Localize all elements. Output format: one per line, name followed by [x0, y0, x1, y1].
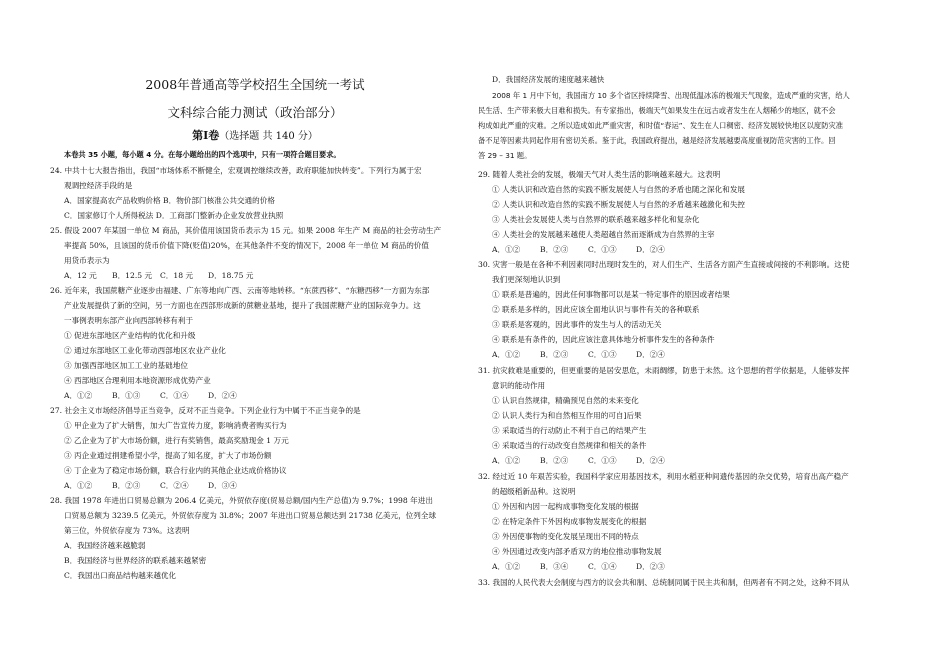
q31-item-3: ③ 采取适当的行动防止不利于自己的结果产生 [492, 426, 647, 435]
option: D．②④ [636, 456, 665, 465]
q28-stem-1: 28. 我国 1978 年进出口贸易总额为 206.4 亿美元，外贸依存度(贸易总额/国内生产总值)为 9.7%；1998 年进出 [50, 496, 433, 505]
option: A．①② [492, 350, 521, 359]
option: C．①③ [588, 456, 617, 465]
option: D．②④ [636, 245, 665, 254]
q30-stem-1: 30. 灾害一般是在各种不利因素同时出现时发生的，对人们生产、生活各方面产生直接或间接的不利影响。这使 [478, 260, 850, 269]
q24-opts-ab: A．国家提高农产品收购价格 B．物价部门核准公共交通的价格 [64, 196, 275, 205]
q24-stem-2: 观调控经济手段的是 [64, 181, 133, 190]
q28-option-b: B．我国经济与世界经济的联系越来越紧密 [64, 556, 207, 565]
q31-stem-2: 意识的能动作用 [492, 381, 546, 390]
q32-stem-1: 32. 经过近 10 年艰苦实验，我国科学家应用基因技术，利用水稻亚种间遗传基因的杂交优势，培育出高产稳产 [478, 472, 849, 481]
option: B．12.5 元 [112, 271, 153, 280]
option: B．②③ [112, 481, 141, 490]
instructions: 本卷共 35 小题，每小题 4 分。在每小题给出的四个选项中，只有一项符合题目要求。 [64, 150, 341, 159]
q24-stem-1: 24. 中共十七大报告指出，我国“市场体系不断健全，宏观调控继续改善，政府职能加快转变”。下列行为属于宏 [50, 166, 422, 175]
option: A．①② [492, 245, 521, 254]
option: A．12 元 [64, 271, 97, 280]
q28-option-a: A．我国经济越来越脆弱 [64, 541, 146, 550]
option: A．①② [64, 391, 93, 400]
q31-options [492, 456, 684, 466]
q32-item-2: ② 在特定条件下外因构成事物发展变化的根据 [492, 517, 647, 526]
passage-line-3: 构成如此严重的灾难。之所以造成如此严重灾害，和时值“春运”、发生在人口稠密、经济发展较快地区以度防灾准 [478, 121, 844, 130]
option: C．②④ [160, 481, 189, 490]
q32-item-4: ④ 外因通过改变内部矛盾双方的地位推动事物发展 [492, 547, 662, 556]
option: A．①② [64, 481, 93, 490]
q29-item-3: ③ 人类社会发展使人类与自然界的联系越来越多样化和复杂化 [492, 215, 700, 224]
passage-line-1: 2008 年 1 月中下旬，我国南方 10 多个省区持续降雪、出现低温冰冻的极端天气现象，造成严重的灾害，给人 [492, 91, 850, 100]
option: C．①④ [588, 562, 617, 571]
q26-stem-2: 产业发展提供了新的空间，另一方面也在西部形成新的蔗糖业基地，提升了我国蔗糖产业的国际竞争力。这 [64, 301, 421, 310]
passage-line-4: 备不足等因素共同起作用有密切关系。鉴于此，我国政府提出，越是经济发展越要高度重视防范灾害的工作。回 [478, 136, 836, 145]
q29-item-2: ② 人类认识和改造自然的实践不断发展使人与自然的矛盾越来越激化和失控 [492, 200, 746, 209]
option: D．18.75 元 [208, 271, 254, 280]
option: D．②④ [208, 391, 237, 400]
option: D．③④ [208, 481, 237, 490]
q31-item-1: ① 认识自然规律，精确预见自然的未来变化 [492, 396, 639, 405]
option: B．②③ [540, 245, 569, 254]
section-heading [50, 131, 460, 142]
section-label: 第Ⅰ卷 [192, 129, 220, 142]
q26-item-3: ③ 加强西部地区加工工业的基础地位 [64, 361, 188, 370]
q30-item-3: ③ 联系是客观的，因此事件的发生与人的活动无关 [492, 320, 662, 329]
option: D．②③ [636, 562, 665, 571]
q30-item-4: ④ 联系是有条件的，因此应该注意具体地分析事件发生的各种条件 [492, 335, 715, 344]
q32-options [492, 562, 684, 572]
q24-opts-cd: C．国家修订个人所得税法 D．工商部门整新办企业发放营业执照 [64, 211, 284, 220]
q30-item-2: ② 联系是多样的，因此应该全面地认识与事件有关的各种联系 [492, 305, 700, 314]
option: C．①③ [588, 350, 617, 359]
q26-stem-1: 26. 近年来，我国蔗糖产业逐步由福建、广东等地向广西、云南等地转移。“东蔗西移”、“东糖西移”一方面为东部 [50, 286, 430, 295]
passage-line-2: 民生活、生产带来极大目难和损失。有专家指出，极端天气如果发生在远古或者发生在人烟稀少的地区，就不会 [478, 106, 836, 115]
q29-item-1: ① 人类认识和改造自然的实践不断发展使人与自然的矛盾也随之深化和发展 [492, 185, 746, 194]
q32-stem-2: 的超级稻新品种。这说明 [492, 487, 576, 496]
q28-option-c: C．我国出口商品结构越来越优化 [64, 571, 177, 580]
q28-option-d: D．我国经济发展的速度越来越快 [492, 75, 605, 84]
q28-stem-3: 第三位，外贸依存度为 73%。这表明 [64, 526, 190, 535]
q26-item-4: ④ 西部地区合理利用本地资源形成优势产业 [64, 376, 211, 385]
option: B．③④ [540, 562, 569, 571]
option: A．①② [492, 562, 521, 571]
q31-item-2: ② 认识人类行为和自然相互作用的可自]后果 [492, 411, 642, 420]
passage-line-5: 答 29 – 31 题。 [478, 151, 532, 160]
option: C．18 元 [160, 271, 194, 280]
q26-stem-3: 一事例表明东部产业向西部转移有利于 [64, 316, 194, 325]
q25-stem-1: 25. 假设 2007 年某国一单位 M 商品，其价值用该国货币表示为 15 元。如果 2008 年生产 M 商品的社会劳动生产 [50, 226, 442, 235]
q30-options [492, 350, 684, 360]
q32-item-3: ③ 外因使事物的变化发展呈现出不同的特点 [492, 532, 639, 541]
option: B．②③ [540, 350, 569, 359]
q29-stem: 29. 随着人类社会的发展，极端天气对人类生活的影响越来越大。这表明 [478, 170, 721, 179]
q31-item-4: ④ 采取适当的行动改变自然规律和相关的条件 [492, 441, 647, 450]
q27-stem: 27. 社会主义市场经济倡导正当竞争，反对不正当竞争。下列企业行为中属于不正当竞争的是 [50, 406, 361, 415]
option: C．①③ [588, 245, 617, 254]
q26-item-2: ② 通过东部地区工业化带动西部地区农业产业化 [64, 346, 226, 355]
q30-item-1: ① 联系是普遍的，因此任何事物都可以是某一特定事件的原因或者结果 [492, 290, 730, 299]
q27-options [64, 481, 256, 491]
exam-title: 2008年普通高等学校招生全国统一考试 [145, 77, 365, 92]
option: A．①② [492, 456, 521, 465]
option: B．②③ [540, 456, 569, 465]
q29-options [492, 245, 684, 255]
q26-options [64, 391, 256, 401]
q30-stem-2: 我们更深刻地认识到 [492, 275, 561, 284]
q31-stem-1: 31. 抗灾救难是重要的，但更重要的是居安思危，未雨绸缪，防患于未然。这个思想的哲学依据是，人能够发挥 [478, 366, 850, 375]
q33-stem: 33. 我国的人民代表大会制度与西方的议会共和制、总统制同属于民主共和制，但两者有不同之处，这种不同从 [478, 578, 850, 587]
q27-item-3: ③ 丙企业通过捐建希望小学，提高了知名度，扩大了市场份额 [64, 451, 272, 460]
q29-item-4: ④ 人类社会的发展越来越使人类超越自然而逐渐成为自然界的主宰 [492, 230, 715, 239]
q25-stem-3: 用货币表示为 [64, 256, 110, 265]
q27-item-4: ④ 丁企业为了稳定市场份额，联合行业内的其他企业达成价格协议 [64, 466, 287, 475]
exam-subtitle: 文科综合能力测试（政治部分） [167, 105, 343, 120]
q26-item-1: ① 促进东部地区产业结构的优化和升级 [64, 331, 196, 340]
q27-item-1: ① 甲企业为了扩大销售，加大广告宣传力度，影响消费者购买行为 [64, 421, 287, 430]
q32-item-1: ① 外因和内因一起构成事物变化发展的根据 [492, 502, 639, 511]
section-note: （选择题 共 140 分） [219, 131, 318, 142]
q28-stem-2: 口贸易总额为 3239.5 亿美元，外贸依存度为 3l.8%；2007 年进出口贸易总额达到 21738 亿美元，位列全球 [64, 511, 437, 520]
q27-item-2: ② 乙企业为了扩大市场份额，进行有奖销售，最高奖励现金 1 万元 [64, 436, 289, 445]
option: C．①④ [160, 391, 189, 400]
q25-options [64, 271, 256, 281]
option: D．②④ [636, 350, 665, 359]
option: B．①③ [112, 391, 141, 400]
q25-stem-2: 率提高 50%，且该国的货币价值下降(贬值)20%，在其他条件不变的情况下，2008 年一单位 M 商品的价值 [64, 241, 429, 250]
